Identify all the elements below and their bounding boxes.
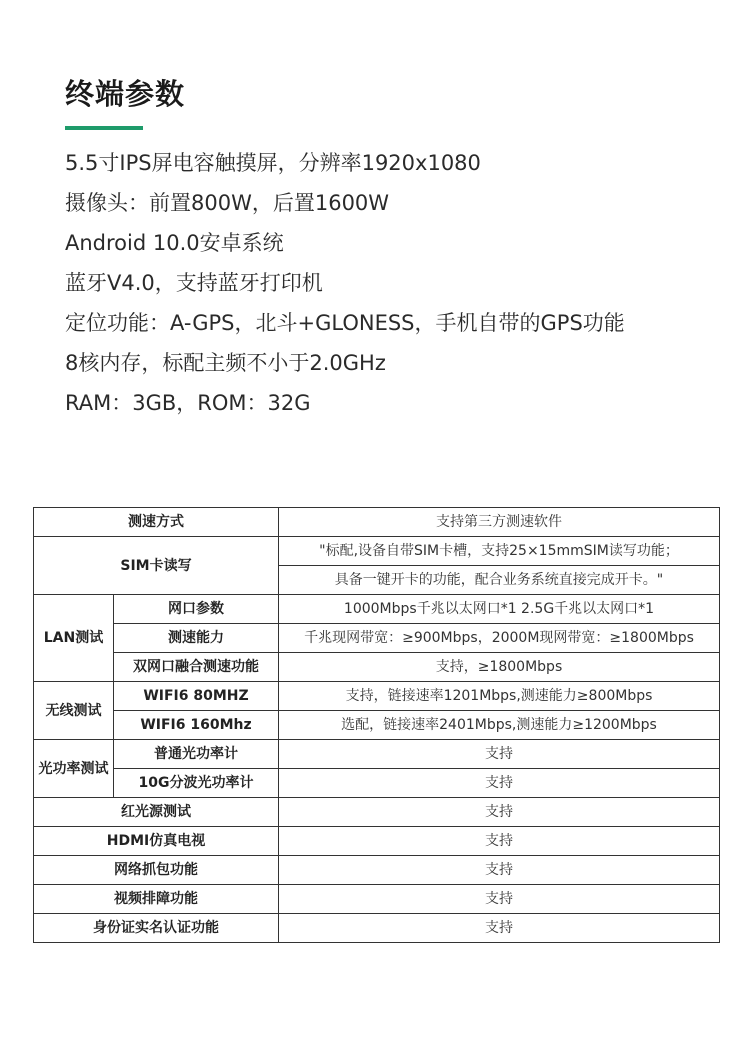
table-row — [34, 740, 720, 769]
row-label: 网络抓包功能 — [34, 856, 279, 885]
row-value: 支持第三方测速软件 — [279, 508, 720, 537]
table-row — [34, 682, 720, 711]
row-label: 身份证实名认证功能 — [34, 914, 279, 943]
row-label: 测速方式 — [34, 508, 279, 537]
table-row — [34, 914, 720, 943]
row-label: 网口参数 — [114, 595, 279, 624]
table-row — [34, 595, 720, 624]
group-label: LAN测试 — [34, 595, 114, 682]
spec-item: 8核内存，标配主频不小于2.0GHz — [65, 351, 386, 375]
row-value: 支持 — [279, 856, 720, 885]
spec-item: 蓝牙V4.0，支持蓝牙打印机 — [65, 271, 323, 295]
table-row — [34, 537, 720, 566]
row-label: 双网口融合测速功能 — [114, 653, 279, 682]
row-label: WIFI6 80MHZ — [114, 682, 279, 711]
table-row — [34, 769, 720, 798]
table-row — [34, 711, 720, 740]
row-value: 支持 — [279, 769, 720, 798]
group-label: 光功率测试 — [34, 740, 114, 798]
spec-item: 摄像头：前置800W，后置1600W — [65, 191, 390, 215]
table-row — [34, 653, 720, 682]
title-underline — [65, 126, 143, 130]
table-row — [34, 856, 720, 885]
spec-item: RAM：3GB，ROM：32G — [65, 391, 311, 415]
row-label: WIFI6 160Mhz — [114, 711, 279, 740]
row-label: 测速能力 — [114, 624, 279, 653]
row-label: HDMI仿真电视 — [34, 827, 279, 856]
row-label: 视频排障功能 — [34, 885, 279, 914]
row-value: 1000Mbps千兆以太网口*1 2.5G千兆以太网口*1 — [279, 595, 720, 624]
group-label: 无线测试 — [34, 682, 114, 740]
table-row — [34, 508, 720, 537]
row-value: 支持 — [279, 885, 720, 914]
row-label: 红光源测试 — [34, 798, 279, 827]
table-row — [34, 624, 720, 653]
table-row — [34, 798, 720, 827]
spec-item: 定位功能：A-GPS，北斗+GLONESS，手机自带的GPS功能 — [65, 311, 625, 335]
spec-table — [33, 507, 720, 943]
row-label: SIM卡读写 — [34, 537, 279, 595]
row-label: 普通光功率计 — [114, 740, 279, 769]
row-value: "标配,设备自带SIM卡槽，支持25×15mmSIM读写功能； — [279, 537, 720, 566]
row-value: 支持 — [279, 798, 720, 827]
spec-item: Android 10.0安卓系统 — [65, 231, 284, 255]
table-row — [34, 827, 720, 856]
row-value: 支持，链接速率1201Mbps,测速能力≥800Mbps — [279, 682, 720, 711]
row-value: 具备一键开卡的功能，配合业务系统直接完成开卡。" — [279, 566, 720, 595]
row-value: 支持 — [279, 827, 720, 856]
row-value: 支持，≥1800Mbps — [279, 653, 720, 682]
row-value: 支持 — [279, 740, 720, 769]
row-value: 选配，链接速率2401Mbps,测速能力≥1200Mbps — [279, 711, 720, 740]
row-label: 10G分波光功率计 — [114, 769, 279, 798]
row-value: 千兆现网带宽：≥900Mbps，2000M现网带宽：≥1800Mbps — [279, 624, 720, 653]
page-title: 终端参数 — [65, 77, 186, 111]
spec-list — [65, 143, 625, 423]
row-value: 支持 — [279, 914, 720, 943]
table-row — [34, 885, 720, 914]
spec-item: 5.5寸IPS屏电容触摸屏，分辨率1920x1080 — [65, 151, 481, 175]
